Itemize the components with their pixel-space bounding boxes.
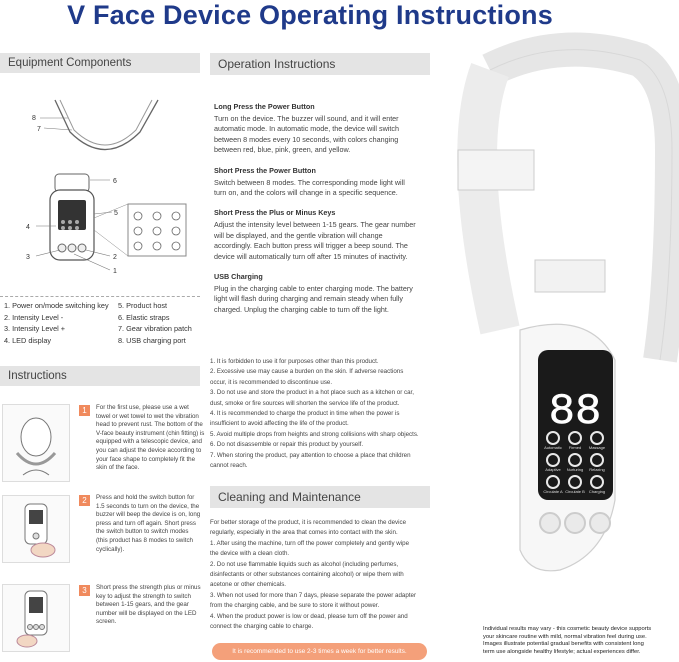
strap-buckle-left: [458, 150, 534, 190]
cleaning-heading: Cleaning and Maintenance: [210, 486, 430, 508]
operation-heading: Operation Instructions: [210, 53, 430, 75]
svg-text:Charging: Charging: [588, 489, 606, 494]
warnings-list: 1. It is forbidden to use it for purposes other than this product. 2. Excessive use may cause a burden on the skin. If adverse reactions occur, it is recommended to discontinue use. 3. Do not use and store the product in a hot place such as a kitchen or car, dust, smoke or fire sources will shorten the service life of the product. 4. It is recommended to charge the product in time when the power is insufficient to avoid affecting the life of the product. 5. Avoid multiple drops from heights and strong collisions with sharp objects. 6. Do not disassemble or repair this product by yourself. 7. When storing the product, pay attention to choose a place that children cannot reach.: [210, 358, 419, 470]
strap-buckle-right: [535, 260, 605, 292]
callout-8: 8: [32, 115, 36, 122]
instructions-heading: Instructions: [0, 366, 200, 386]
device-buttons-icon: [3, 585, 69, 651]
face-icon: [3, 405, 69, 481]
callout-4: 4: [26, 224, 30, 231]
callout-line-5: [94, 212, 112, 214]
plus-button: [590, 513, 610, 533]
step3-text: Short press the strength plus or minus key to adjust the strength to switch between 1-15 gears, and the gear number will be displayed on the LED screen.: [96, 584, 201, 626]
chin-strap-outline: [55, 100, 158, 150]
callout-1: 1: [113, 268, 117, 275]
legend-divider: [0, 296, 200, 297]
legend-left: [4, 300, 116, 346]
step1-illustration: [2, 404, 70, 482]
legend-item: 7. Gear vibration patch: [118, 324, 192, 333]
callout-2: 2: [113, 254, 117, 261]
operation-section: Long Press the Power Button Turn on the device. The buzzer will sound, and it will enter automatic mode. In automatic mode, the device will switch between 8 modes every 10 seconds, with colors changing between red, blue, pink, green, and yellow.: [214, 102, 399, 155]
svg-text:Massage: Massage: [588, 445, 606, 450]
svg-text:Nurturing: Nurturing: [566, 467, 584, 472]
callout-5: 5: [114, 210, 118, 217]
operation-section: Short Press the Plus or Minus Keys Adjust the intensity level between 1-15 gears. The gear number will be displayed, and the gentle vibration will change accordingly. Each button press will trigger a beep sound. The device will automatically turn off after 15 minutes of inactivity.: [214, 208, 416, 261]
step1-text: For the first use, please use a wet towel or wet towel to wet the vibration head to prevent rust. The bottom of the V-face beauty instrument (chin fitting) is equipped with a telescopic device, and you can adjust the device according to your face shape to completely fit the skin of the face.: [96, 404, 205, 472]
legend-item: 4. LED display: [4, 335, 52, 345]
equipment-heading: Equipment Components: [0, 53, 200, 73]
equipment-diagram: [0, 72, 205, 292]
button-plus: [78, 244, 86, 252]
elastic-strap: [490, 50, 672, 360]
button-minus: [58, 244, 66, 252]
callout-7: 7: [37, 126, 41, 133]
legend-right: [118, 300, 208, 346]
device-top-strap: [55, 174, 89, 192]
step-number-badge: 2: [79, 495, 90, 506]
power-button: [565, 513, 585, 533]
step3-illustration: [2, 584, 70, 652]
legend-item: 8. USB charging port: [118, 335, 186, 345]
recommend-banner: It is recommended to use 2-3 times a week for better results.: [212, 643, 427, 660]
step2-text: Press and hold the switch button for 1.5 seconds to turn on the device, the buzzer will beep the device is on, long press and turn off again. Short press the switch button to switch modes (this product has 8 modes to switch cyclically).: [96, 494, 201, 553]
step-number-badge: 1: [79, 405, 90, 416]
svg-text:Relaxing: Relaxing: [589, 467, 605, 472]
legend-item: 6. Elastic straps: [118, 312, 170, 322]
svg-text:Automatic: Automatic: [544, 445, 562, 450]
svg-text:Circulate B: Circulate B: [565, 489, 585, 494]
step2-illustration: [2, 495, 70, 563]
svg-text:Adaptive: Adaptive: [545, 467, 561, 472]
callout-6: 6: [113, 178, 117, 185]
device-screen: [58, 200, 86, 230]
legend-item: 3. Intensity Level +: [4, 324, 66, 333]
disclaimer: Individual results may vary - this cosmetic beauty device supports your skincare routine with mild, normal vibration feel during use. Images illustrate potential gradual benefits with consistent long term use alongside healthy lifestyle; actual experiences differ.: [483, 626, 652, 655]
button-power: [68, 244, 76, 252]
chin-strap-inner: [60, 100, 152, 145]
device-hand-icon: [3, 496, 69, 562]
page-title: V Face Device Operating Instructions: [67, 0, 553, 30]
operation-sections: [214, 102, 439, 315]
cleaning-text: For better storage of the product, it is recommended to clean the device regularly, especially in the area that comes into contact with the skin. 1. After using the machine, turn off the power completely and gently wipe the device with a clean cloth. 2. Do not use flammable liquids such as alcohol (including perfumes, disinfectants or other substances containing alcohol) or wipe them with acetone or other chemicals. 3. When not used for more than 7 days, please separate the power adapter from the charging cable, and be sure to store it without power. 4. When the product power is low or dead, please turn off the power and connect the charging cable to charge.: [210, 519, 417, 631]
callout-3: 3: [26, 254, 30, 261]
legend-item: 5. Product host: [118, 301, 168, 310]
legend-item: 2. Intensity Level -: [4, 312, 64, 322]
legend-item: 1. Power on/mode switching key: [4, 301, 109, 310]
operation-section: USB Charging Plug in the charging cable to enter charging mode. The battery light will flash during charging and remain steady when fully charged. Unplug the charging cable to turn off the light.: [214, 272, 413, 314]
step-number-badge: 3: [79, 585, 90, 596]
svg-text:Firmed: Firmed: [568, 445, 582, 450]
led-display: 88: [548, 387, 602, 437]
operation-section: Short Press the Power Button Switch between 8 modes. The corresponding mode light will turn on, and the colors will change in a specific sequence.: [214, 165, 405, 198]
svg-text:Circulate A: Circulate A: [543, 489, 563, 494]
minus-button: [540, 513, 560, 533]
device-photo: [440, 30, 679, 630]
